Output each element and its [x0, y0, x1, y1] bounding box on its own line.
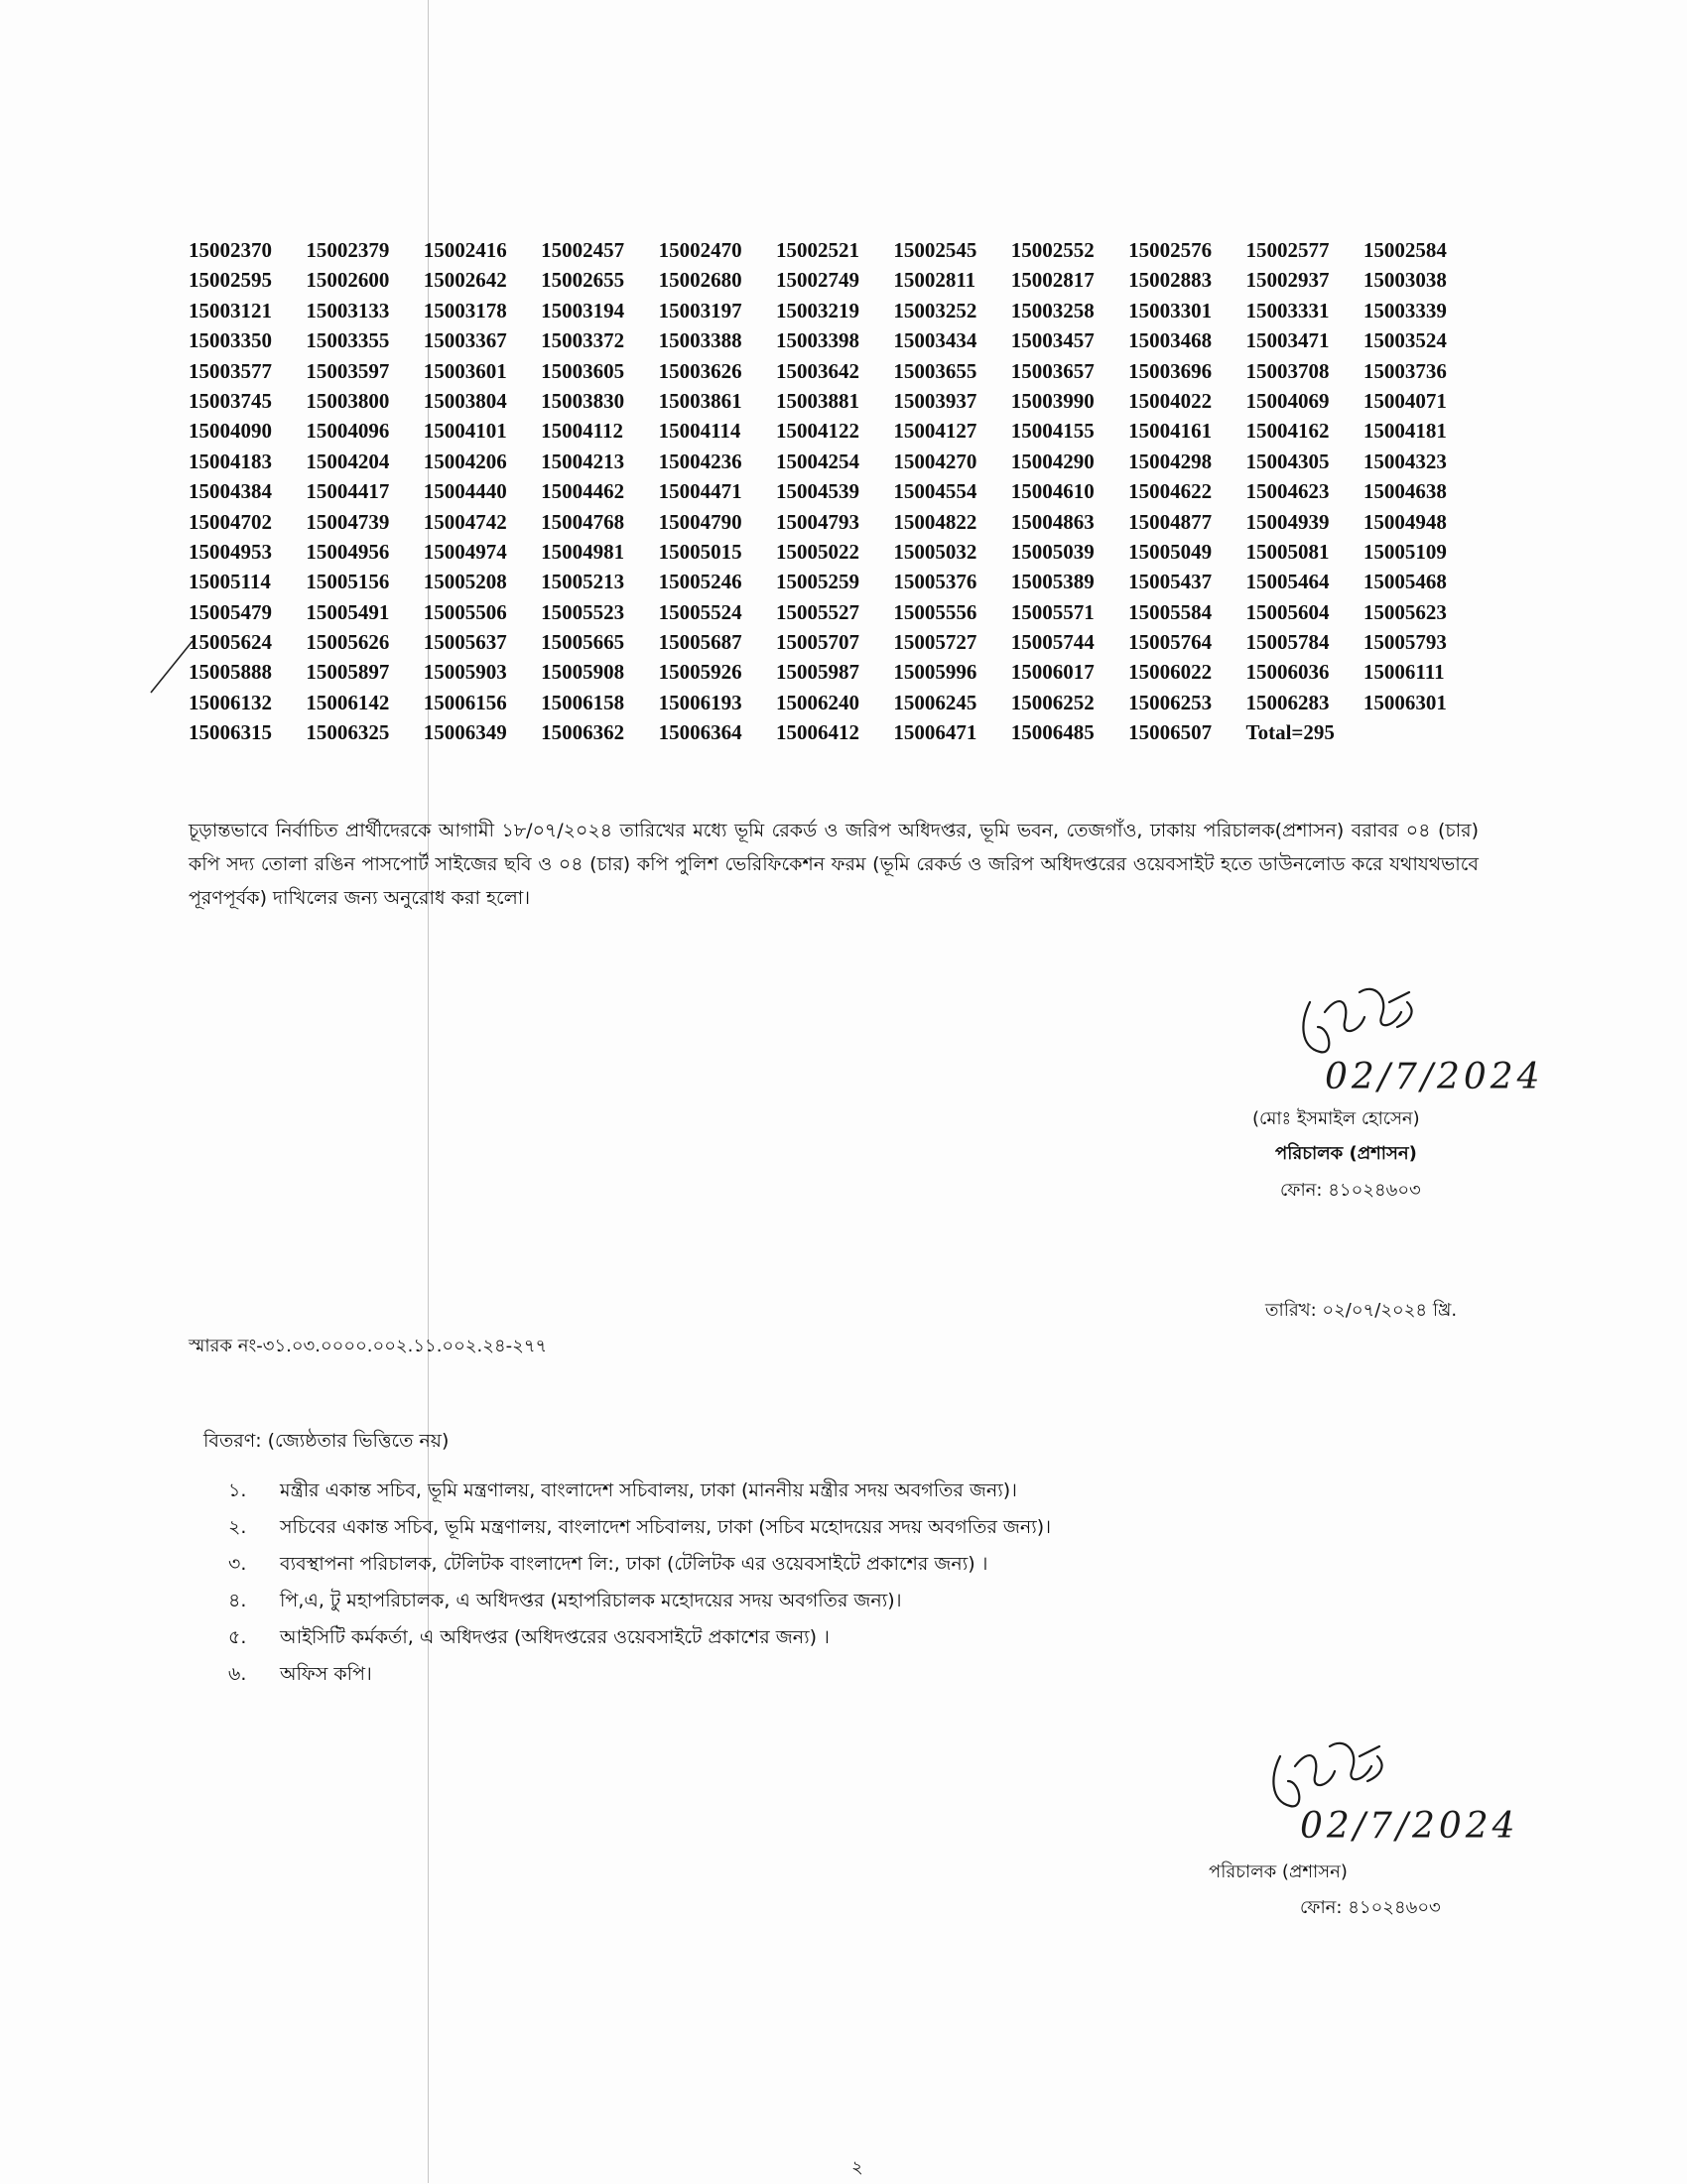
roll-number-cell: 15004610 — [1010, 479, 1095, 504]
roll-number-cell: 15004539 — [775, 479, 859, 504]
roll-number-cell: 15002655 — [541, 268, 625, 293]
roll-number-cell: 15005987 — [775, 660, 859, 685]
roll-number-cell: 15002379 — [306, 238, 390, 262]
roll-number-cell: 15003367 — [423, 328, 507, 353]
roll-number-cell: 15004161 — [1128, 419, 1213, 444]
signatory-designation: পরিচালক (প্রশাসন) — [1209, 1862, 1348, 1882]
roll-number-cell: 15004290 — [1010, 449, 1095, 473]
roll-number-cell: 15004155 — [1010, 419, 1095, 444]
roll-number-cell: 15005888 — [189, 660, 272, 685]
roll-number-cell: 15003121 — [189, 298, 272, 322]
roll-number-cell: 15006158 — [541, 690, 625, 714]
roll-number-cell: 15004071 — [1363, 388, 1447, 413]
roll-number-cell: 15002470 — [658, 238, 742, 262]
roll-number-cell: 15002937 — [1245, 268, 1330, 293]
roll-number-cell: 15004471 — [658, 479, 742, 504]
roll-number-cell: 15004822 — [893, 509, 977, 534]
roll-number-cell: 15004101 — [423, 419, 507, 444]
list-item: ২. সচিবের একান্ত সচিব, ভূমি মন্ত্রণালয়, বাংলাদেশ সচিবালয়, ঢাকা (সচিব মহোদয়ের সদয় অবগতির জন্য)। — [228, 1516, 1051, 1538]
roll-number-cell: 15005626 — [306, 630, 390, 655]
roll-number-cell: 15003881 — [775, 388, 859, 413]
list-item: ৬. অফিস কপি। — [228, 1663, 372, 1685]
roll-number-cell: 15004162 — [1245, 419, 1330, 444]
roll-number-cell: 15004790 — [658, 509, 742, 534]
signatory-phone: ফোন: ৪১০২৪৬০৩ — [1280, 1180, 1421, 1201]
roll-number-cell: 15005996 — [893, 660, 977, 685]
roll-number-cell: 15002545 — [893, 238, 977, 262]
roll-number-cell: 15002457 — [541, 238, 625, 262]
roll-number-cell: 15006240 — [775, 690, 859, 714]
roll-number-cell: 15003219 — [775, 298, 859, 322]
roll-number-cell: 15006142 — [306, 690, 390, 714]
roll-number-cell: 15004417 — [306, 479, 390, 504]
roll-number-cell: 15005707 — [775, 630, 859, 655]
roll-number-cell: 15004069 — [1245, 388, 1330, 413]
memo-number: স্মারক নং-৩১.০৩.০০০০.০০২.১১.০০২.২৪-২৭৭ — [189, 1336, 548, 1356]
roll-number-cell: 15003350 — [189, 328, 272, 353]
roll-number-cell: 15006301 — [1363, 690, 1447, 714]
roll-number-cell: 15006111 — [1363, 660, 1445, 685]
roll-number-cell: 15006364 — [658, 720, 742, 745]
roll-number-cell: 15004090 — [189, 419, 272, 444]
roll-number-cell: 15003398 — [775, 328, 859, 353]
roll-number-cell: 15006485 — [1010, 720, 1095, 745]
roll-number-cell: 15005523 — [541, 599, 625, 624]
list-item: ১. মন্ত্রীর একান্ত সচিব, ভূমি মন্ত্রণালয়, বাংলাদেশ সচিবালয়, ঢাকা (মাননীয় মন্ত্রীর সদয় অবগতির জন্য)। — [228, 1479, 1017, 1501]
roll-number-cell: 15003372 — [541, 328, 625, 353]
roll-number-cell: 15004122 — [775, 419, 859, 444]
roll-number-cell: 15005571 — [1010, 599, 1095, 624]
roll-number-cell: 15003434 — [893, 328, 977, 353]
roll-number-cell: 15003597 — [306, 358, 390, 383]
signatory-name: (মোঃ ইসমাইল হোসেন) — [1252, 1108, 1420, 1129]
roll-number-cell: 15003696 — [1128, 358, 1213, 383]
roll-number-cell: 15003708 — [1245, 358, 1330, 383]
roll-number-cell: 15003990 — [1010, 388, 1095, 413]
roll-number-cell: 15004213 — [541, 449, 625, 473]
roll-number-cell: 15004206 — [423, 449, 507, 473]
roll-number-cell: 15005624 — [189, 630, 272, 655]
roll-number-cell: 15005784 — [1245, 630, 1330, 655]
roll-number-cell: 15005793 — [1363, 630, 1447, 655]
handwritten-date: 02/7/2024 — [1325, 1057, 1544, 1097]
roll-number-cell: 15003830 — [541, 388, 625, 413]
roll-number-cell: 15004953 — [189, 539, 272, 564]
roll-number-cell: 15003355 — [306, 328, 390, 353]
roll-number-cell: 15002600 — [306, 268, 390, 293]
roll-number-cell: 15004298 — [1128, 449, 1213, 473]
roll-number-cell: 15005623 — [1363, 599, 1447, 624]
roll-number-cell: 15004974 — [423, 539, 507, 564]
roll-number-cell: 15006253 — [1128, 690, 1213, 714]
roll-number-cell: 15004127 — [893, 419, 977, 444]
roll-number-cell: 15003657 — [1010, 358, 1095, 383]
roll-number-cell: 15005527 — [775, 599, 859, 624]
roll-number-cell: 15004181 — [1363, 419, 1447, 444]
roll-number-cell: 15005109 — [1363, 539, 1447, 564]
list-item: ৩. ব্যবস্থাপনা পরিচালক, টেলিটক বাংলাদেশ লি:, ঢাকা (টেলিটক এর ওয়েবসাইটে প্রকাশের জন্য) । — [228, 1553, 988, 1575]
roll-number-cell: 15005081 — [1245, 539, 1330, 564]
roll-number-cell: 15002642 — [423, 268, 507, 293]
roll-number-cell: 15002577 — [1245, 238, 1330, 262]
roll-number-cell: 15002883 — [1128, 268, 1213, 293]
roll-number-cell: 15003468 — [1128, 328, 1213, 353]
roll-number-cell: 15003194 — [541, 298, 625, 322]
roll-number-cell: 15005764 — [1128, 630, 1213, 655]
roll-number-cell: 15005687 — [658, 630, 742, 655]
handwritten-date: 02/7/2024 — [1300, 1806, 1519, 1847]
roll-number-cell: 15003252 — [893, 298, 977, 322]
roll-number-cell: 15002552 — [1010, 238, 1095, 262]
roll-number-cell: 15004793 — [775, 509, 859, 534]
roll-number-cell: 15003861 — [658, 388, 742, 413]
roll-number-cell: 15004702 — [189, 509, 272, 534]
roll-number-cell: 15004022 — [1128, 388, 1213, 413]
roll-number-cell: 15004622 — [1128, 479, 1213, 504]
roll-number-cell: 15005637 — [423, 630, 507, 655]
roll-number-cell: 15004270 — [893, 449, 977, 473]
roll-number-cell: 15006507 — [1128, 720, 1213, 745]
roll-number-cell: 15002416 — [423, 238, 507, 262]
roll-number-cell: 15006245 — [893, 690, 977, 714]
roll-number-cell: 15004183 — [189, 449, 272, 473]
roll-number-cell: 15004096 — [306, 419, 390, 444]
roll-number-cell: 15004440 — [423, 479, 507, 504]
roll-number-cell: 15002749 — [775, 268, 859, 293]
roll-number-cell: 15004956 — [306, 539, 390, 564]
roll-number-cell: 15006193 — [658, 690, 742, 714]
roll-number-cell: 15005437 — [1128, 570, 1213, 594]
page-number: ২ — [851, 2157, 863, 2178]
roll-number-cell: 15002680 — [658, 268, 742, 293]
roll-number-cell: 15005208 — [423, 570, 507, 594]
issue-date: তারিখ: ০২/০৭/২০২৪ খ্রি. — [1265, 1300, 1458, 1321]
roll-number-cell: 15003800 — [306, 388, 390, 413]
roll-number-cell: 15004623 — [1245, 479, 1330, 504]
roll-number-cell: 15002817 — [1010, 268, 1095, 293]
roll-number-cell: 15003642 — [775, 358, 859, 383]
roll-number-cell: 15003937 — [893, 388, 977, 413]
roll-number-cell: 15004742 — [423, 509, 507, 534]
roll-number-cell: 15004739 — [306, 509, 390, 534]
roll-number-cell: 15003577 — [189, 358, 272, 383]
roll-number-cell: 15004384 — [189, 479, 272, 504]
roll-number-cell: 15005468 — [1363, 570, 1447, 594]
roll-number-cell: 15006349 — [423, 720, 507, 745]
roll-number-cell: 15003038 — [1363, 268, 1447, 293]
roll-number-cell: 15005908 — [541, 660, 625, 685]
roll-number-cell: 15005556 — [893, 599, 977, 624]
roll-number-cell: 15004554 — [893, 479, 977, 504]
roll-number-cell: 15006412 — [775, 720, 859, 745]
roll-number-cell: 15002370 — [189, 238, 272, 262]
roll-number-cell: 15004462 — [541, 479, 625, 504]
roll-number-cell: 15005897 — [306, 660, 390, 685]
roll-number-cell: 15005727 — [893, 630, 977, 655]
roll-number-cell: 15005524 — [658, 599, 742, 624]
roll-number-cell: 15004638 — [1363, 479, 1447, 504]
roll-number-cell: 15005665 — [541, 630, 625, 655]
roll-number-cell: 15004981 — [541, 539, 625, 564]
roll-number-cell: 15004323 — [1363, 449, 1447, 473]
roll-number-cell: 15006017 — [1010, 660, 1095, 685]
roll-number-cell: 15003178 — [423, 298, 507, 322]
roll-number-cell: 15005049 — [1128, 539, 1213, 564]
roll-number-table — [189, 238, 1481, 751]
roll-number-cell: 15005156 — [306, 570, 390, 594]
signatory-designation: পরিচালক (প্রশাসন) — [1275, 1143, 1417, 1164]
roll-number-cell: 15005213 — [541, 570, 625, 594]
roll-number-cell: 15006036 — [1245, 660, 1330, 685]
roll-number-cell: 15005246 — [658, 570, 742, 594]
roll-number-cell: 15005744 — [1010, 630, 1095, 655]
roll-number-cell: 15003457 — [1010, 328, 1095, 353]
roll-number-cell: 15006315 — [189, 720, 272, 745]
roll-number-cell: 15006022 — [1128, 660, 1213, 685]
roll-number-cell: 15004254 — [775, 449, 859, 473]
roll-number-cell: 15003804 — [423, 388, 507, 413]
list-item: ৫. আইসিটি কর্মকর্তা, এ অধিদপ্তর (অধিদপ্তরের ওয়েবসাইটে প্রকাশের জন্য) । — [228, 1626, 830, 1648]
roll-number-cell: 15003258 — [1010, 298, 1095, 322]
instruction-paragraph: চূড়ান্তভাবে নির্বাচিত প্রার্থীদেরকে আগামী ১৮/০৭/২০২৪ তারিখের মধ্যে ভূমি রেকর্ড ও জরিপ অধিদপ্তর, ভূমি ভবন, তেজগাঁও, ঢাকায় পরিচালক(প্রশাসন) বরাবর ০৪ (চার) কপি সদ্য তোলা রঙিন পাসপোর্ট সাইজের ছবি ও ০৪ (চার) কপি পুলিশ ভেরিফিকেশন ফরম (ভূমি রেকর্ড ও জরিপ অধিদপ্তরের ওয়েবসাইট হতে ডাউনলোড করে যথাযথভাবে পূরণপূর্বক) দাখিলের জন্য অনুরোধ করা হলো। — [189, 820, 1479, 909]
roll-number-cell: 15003339 — [1363, 298, 1447, 322]
roll-number-cell: 15004863 — [1010, 509, 1095, 534]
roll-number-cell: 15003626 — [658, 358, 742, 383]
roll-number-cell: 15003197 — [658, 298, 742, 322]
roll-number-cell: 15004114 — [658, 419, 741, 444]
roll-number-cell: 15005464 — [1245, 570, 1330, 594]
roll-number-cell: 15004112 — [541, 419, 624, 444]
roll-number-cell: 15003331 — [1245, 298, 1330, 322]
roll-number-cell: 15004236 — [658, 449, 742, 473]
roll-number-cell: 15003471 — [1245, 328, 1330, 353]
roll-number-cell: 15005032 — [893, 539, 977, 564]
roll-number-cell: 15003605 — [541, 358, 625, 383]
roll-number-cell: 15004768 — [541, 509, 625, 534]
total-count: Total=295 — [1245, 720, 1335, 745]
list-item: ৪. পি,এ, টু মহাপরিচালক, এ অধিদপ্তর (মহাপরিচালক মহোদয়ের সদয় অবগতির জন্য)। — [228, 1590, 902, 1611]
roll-number-cell: 15003133 — [306, 298, 390, 322]
roll-number-cell: 15006252 — [1010, 690, 1095, 714]
roll-number-cell: 15006471 — [893, 720, 977, 745]
roll-number-cell: 15005039 — [1010, 539, 1095, 564]
roll-number-cell: 15002521 — [775, 238, 859, 262]
roll-number-cell: 15005376 — [893, 570, 977, 594]
roll-number-cell: 15004877 — [1128, 509, 1213, 534]
roll-number-cell: 15003655 — [893, 358, 977, 383]
roll-number-cell: 15005259 — [775, 570, 859, 594]
roll-number-cell: 15006283 — [1245, 690, 1330, 714]
roll-number-cell: 15006156 — [423, 690, 507, 714]
roll-number-cell: 15004204 — [306, 449, 390, 473]
roll-number-cell: 15006362 — [541, 720, 625, 745]
roll-number-cell: 15003601 — [423, 358, 507, 383]
roll-number-cell: 15004948 — [1363, 509, 1447, 534]
distribution-title: বিতরণ: (জ্যেষ্ঠতার ভিত্তিতে নয়) — [203, 1430, 450, 1452]
roll-number-cell: 15005389 — [1010, 570, 1095, 594]
distribution-list — [228, 1477, 1051, 1697]
roll-number-cell: 15003388 — [658, 328, 742, 353]
roll-number-cell: 15002576 — [1128, 238, 1213, 262]
roll-number-cell: 15006132 — [189, 690, 272, 714]
roll-number-cell: 15006325 — [306, 720, 390, 745]
roll-number-cell: 15003745 — [189, 388, 272, 413]
roll-number-cell: 15003301 — [1128, 298, 1213, 322]
roll-number-cell: 15005506 — [423, 599, 507, 624]
roll-number-cell: 15005903 — [423, 660, 507, 685]
roll-number-cell: 15005584 — [1128, 599, 1213, 624]
roll-number-cell: 15005022 — [775, 539, 859, 564]
roll-number-cell: 15004939 — [1245, 509, 1330, 534]
roll-number-cell: 15003736 — [1363, 358, 1447, 383]
roll-number-cell: 15005114 — [189, 570, 271, 594]
roll-number-cell: 15002595 — [189, 268, 272, 293]
roll-number-cell: 15005015 — [658, 539, 742, 564]
roll-number-cell: 15005491 — [306, 599, 390, 624]
roll-number-cell: 15005604 — [1245, 599, 1330, 624]
roll-number-cell: 15004305 — [1245, 449, 1330, 473]
roll-number-cell: 15002811 — [893, 268, 976, 293]
roll-number-cell: 15002584 — [1363, 238, 1447, 262]
roll-number-cell: 15005926 — [658, 660, 742, 685]
roll-number-cell: 15003524 — [1363, 328, 1447, 353]
roll-number-cell: 15005479 — [189, 599, 272, 624]
signatory-phone: ফোন: ৪১০২৪৬০৩ — [1300, 1897, 1441, 1918]
